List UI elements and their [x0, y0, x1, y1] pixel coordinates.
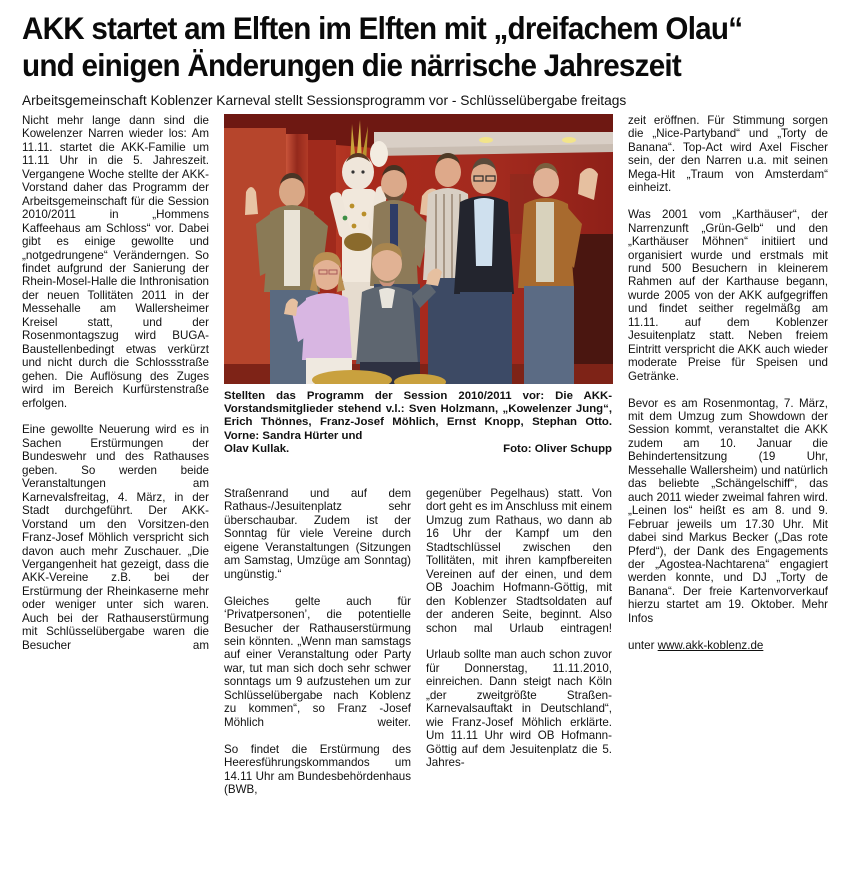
paragraph: Bevor es am Rosenmontag, 7. März, mit dem Umzug zum Showdown der Session kommt, veranstaltet die AKK zudem am 10. Januar die Behindertensitzung (19 Uhr, Messehalle Wallersheim) und natürlich das beliebte „Schängelschiff“, das auch 2011 wieder zweimal fahren wird. „Leinen los“ heißt es am 8. und 9. Februar jeweils um 17.30 Uhr. Mit dabei sind Markus Becker („Das rote Pferd“), der Dank des Engagements der „Agostea-Nachtarena“ engagiert werden konnte, und DJ „Torty de Banana“. Der freie Kartenvorverkauf hierzu startet am 19. Oktober. Mehr Infos	[628, 396, 828, 625]
final-line	[628, 639, 828, 666]
photo-caption	[224, 390, 612, 456]
photo-credit: Foto: Oliver Schupp	[503, 442, 612, 455]
subheadline: Arbeitsgemeinschaft Koblenzer Karneval stellt Sessionsprogramm vor - Schlüsselübergabe freitags	[22, 93, 627, 110]
caption-text: Stellten das Programm der Session 2010/2011 vor: Die AKK-Vorstandsmitglieder stehend v.l.: Sven Holzmann, „Kowelenzer Jung“, Erich Thönnes, Franz-Josef Möhlich, Ernst Knopp, Stephan Otto. Vorne: Sandra Hürter und	[224, 390, 612, 442]
headline-line-2: und einigen Änderungen die närrische Jahreszeit	[22, 47, 682, 84]
article-column-2	[224, 487, 411, 810]
paragraph: Gleiches gelte auch für ‘Privatpersonen’, die potentielle Besucher der Rathauserstürmung sein könnten. „Wenn man samstags auf einer Veranstaltung oder Party war, tut man sich doch sehr schwer sonntags um 9 aufzustehen um zur Schlüsselübergabe nach Koblenz zu kommen“, so Franz -Josef Möhlich weiter.	[224, 594, 411, 729]
paragraph: Urlaub sollte man auch schon zuvor für Donnerstag, 11.11.2010, einreichen. Dann steigt nach Köln „der zweitgrößte Straßen-Karnevalsauftakt in Deutschland“, wie Franz-Josef Möhlich erklärte. Um 11.11 Uhr wird OB Hofmann-Göttig auf dem Jesuitenplatz die 5. Jahres-	[426, 648, 612, 770]
paragraph: gegenüber Pegelhaus) statt. Von dort geht es im Anschluss mit einem Umzug zum Rathaus, wo dann ab 16 Uhr der Kampf um den Stadtschlüssel zwischen den Tollitäten, mit ihren kampfbereiten Vereinen auf der einen, und dem OB Joachim Hofmann-Göttig, mit den Koblenzer Stadtsoldaten auf der anderen Seite, beginnt. Also schon mal Urlaub eintragen!	[426, 487, 612, 635]
article-columns	[22, 114, 828, 876]
article-column-4	[628, 114, 828, 666]
photo-illustration	[224, 114, 613, 384]
paragraph: Nicht mehr lange dann sind die Kowelenzer Narren wieder los: Am 11.11. startet die AKK-Familie um 11.11 Uhr in die 5. Jahreszeit. Vergangene Woche stellte der AKK-Vorstand daher das Programm der Arbeitsgemeinschaft für die Session 2010/2011 in „Hommens Kaffeehaus am Schloss“ vor. Dabei gibt es einige gewollte und „notgedrungene“ Veränderngen. So findet aufgrund der Sanierung der Rhein-Mosel-Halle die Inthronisation der neuen Tollitäten 2011 in der Messehalle am Wallersheimer Kreisel statt, und der Rosenmontagszug wird BUGA-Baustellenbedingt etwas verkürzt und nicht durch die Schlossstraße gehen. Die Auflösung des Zuges wird im Bereich Kurfürstenstraße erfolgen.	[22, 114, 209, 410]
caption-last-left: Olav Kullak.	[224, 442, 290, 455]
paragraph: Straßenrand und auf dem Rathaus-/Jesuitenplatz sehr überschaubar. Zudem ist der Sonntag für viele Vereine durch eigene Veranstaltungen (Sitzungen am Samstag, Umzüge am Sonntag) ungünstig.“	[224, 487, 411, 581]
article-column-1	[22, 114, 209, 666]
paragraph: Eine gewollte Neuerung wird es in Sachen Erstürmungen der Bundeswehr und des Rathauses geben. So werden beide Veranstaltungen am Karnevalsfreitag, 4. März, in der Stadt durchgeführt. Der AKK-Vorstand um den Vorsitzen-den Franz-Josef Möhlich verspricht sich davon auch mehr Zuschauer. „Die Vergangenheit hat gezeigt, dass die AKK-Vereine z.B. bei der Erstürmung der Rheinkaserne mehr oder weniger unter sich waren. Auch bei der Rathauserstürmung mit Schlüsselübergabe waren die Besucher am	[22, 423, 209, 652]
paragraph: Was 2001 vom „Karthäuser“, der Narrenzunft „Grün-Gelb“ und den „Karthäuser Möhnen“ initiiert und organisiert wurde und erstmals mit rund 500 Besuchern in kleinerem Rahmen auf der Karthause begann, wurde 2005 von der AKK aufgegriffen und findet seither regelmäßg am 11.11. auf dem Koblenzer Jesuitenplatz statt. Neben freiem Eintritt verspricht die AKK auch wieder moderate Preise für Speisen und Getränke.	[628, 208, 828, 383]
akk-website-link[interactable]: www.akk-koblenz.de	[657, 638, 764, 652]
paragraph: So findet die Erstürmung des Heeresführungskommandos um 14.11 Uhr am Bundesbehördenhaus (BWB,	[224, 742, 411, 796]
article-column-3	[426, 487, 612, 783]
headline-line-1: AKK startet am Elften im Elften mit „dreifachem Olau“	[22, 10, 743, 46]
final-line-prefix: unter	[628, 638, 658, 652]
headline-block	[0, 0, 849, 110]
article-photo	[224, 114, 613, 384]
caption-last-line	[224, 443, 612, 456]
page-title	[22, 10, 779, 84]
paragraph: zeit eröffnen. Für Stimmung sorgen die „Nice-Partyband“ und „Torty de Banana“. Top-Act wird Axel Fischer sein, der den Narren u.a. mit seinen Mega-Hit „Traum von Amsterdam“ einheizt.	[628, 114, 828, 195]
